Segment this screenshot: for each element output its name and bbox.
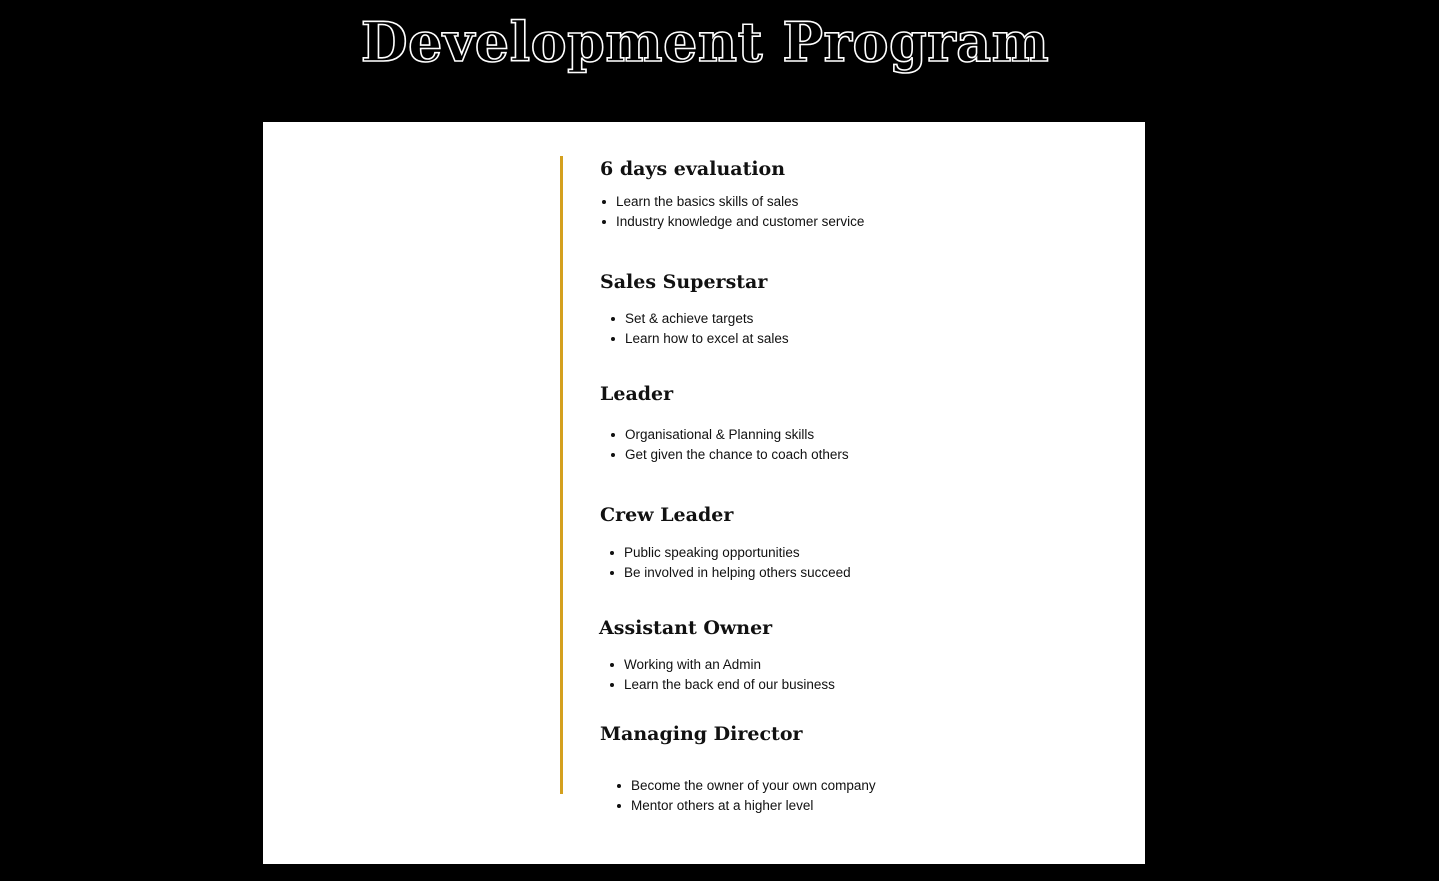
stage-sales-superstar bbox=[600, 270, 789, 346]
stage-managing-director bbox=[600, 722, 876, 813]
list-item: Become the owner of your own company bbox=[631, 776, 876, 796]
list-item: Learn the back end of our business bbox=[624, 675, 835, 695]
list-item: Mentor others at a higher level bbox=[631, 796, 876, 816]
page-title: Development Program bbox=[360, 10, 1050, 74]
list-item: Get given the chance to coach others bbox=[625, 445, 849, 465]
stage-item-list bbox=[631, 776, 876, 816]
stage-item-list bbox=[624, 655, 835, 695]
stage-6-days-evaluation bbox=[600, 157, 865, 229]
list-item: Industry knowledge and customer service bbox=[616, 212, 864, 232]
list-item: Working with an Admin bbox=[624, 655, 835, 675]
stage-item-list bbox=[625, 309, 789, 349]
stage-leader bbox=[600, 382, 849, 462]
stage-assistant-owner bbox=[599, 616, 835, 692]
timeline-line bbox=[560, 156, 563, 794]
stage-crew-leader bbox=[600, 503, 851, 580]
stage-title: Managing Director bbox=[600, 723, 803, 745]
stage-title: Assistant Owner bbox=[599, 617, 773, 639]
list-item: Learn how to excel at sales bbox=[625, 329, 789, 349]
stage-title: Sales Superstar bbox=[600, 271, 768, 293]
program-card bbox=[263, 122, 1145, 864]
stage-title: Leader bbox=[600, 383, 674, 405]
list-item: Public speaking opportunities bbox=[624, 543, 851, 563]
list-item: Set & achieve targets bbox=[625, 309, 789, 329]
list-item: Organisational & Planning skills bbox=[625, 425, 849, 445]
stage-item-list bbox=[625, 425, 849, 465]
stage-title: 6 days evaluation bbox=[600, 158, 786, 180]
stage-title: Crew Leader bbox=[600, 504, 734, 526]
stage-item-list bbox=[624, 543, 851, 583]
list-item: Learn the basics skills of sales bbox=[616, 192, 864, 212]
list-item: Be involved in helping others succeed bbox=[624, 563, 851, 583]
stage-item-list bbox=[616, 192, 864, 232]
